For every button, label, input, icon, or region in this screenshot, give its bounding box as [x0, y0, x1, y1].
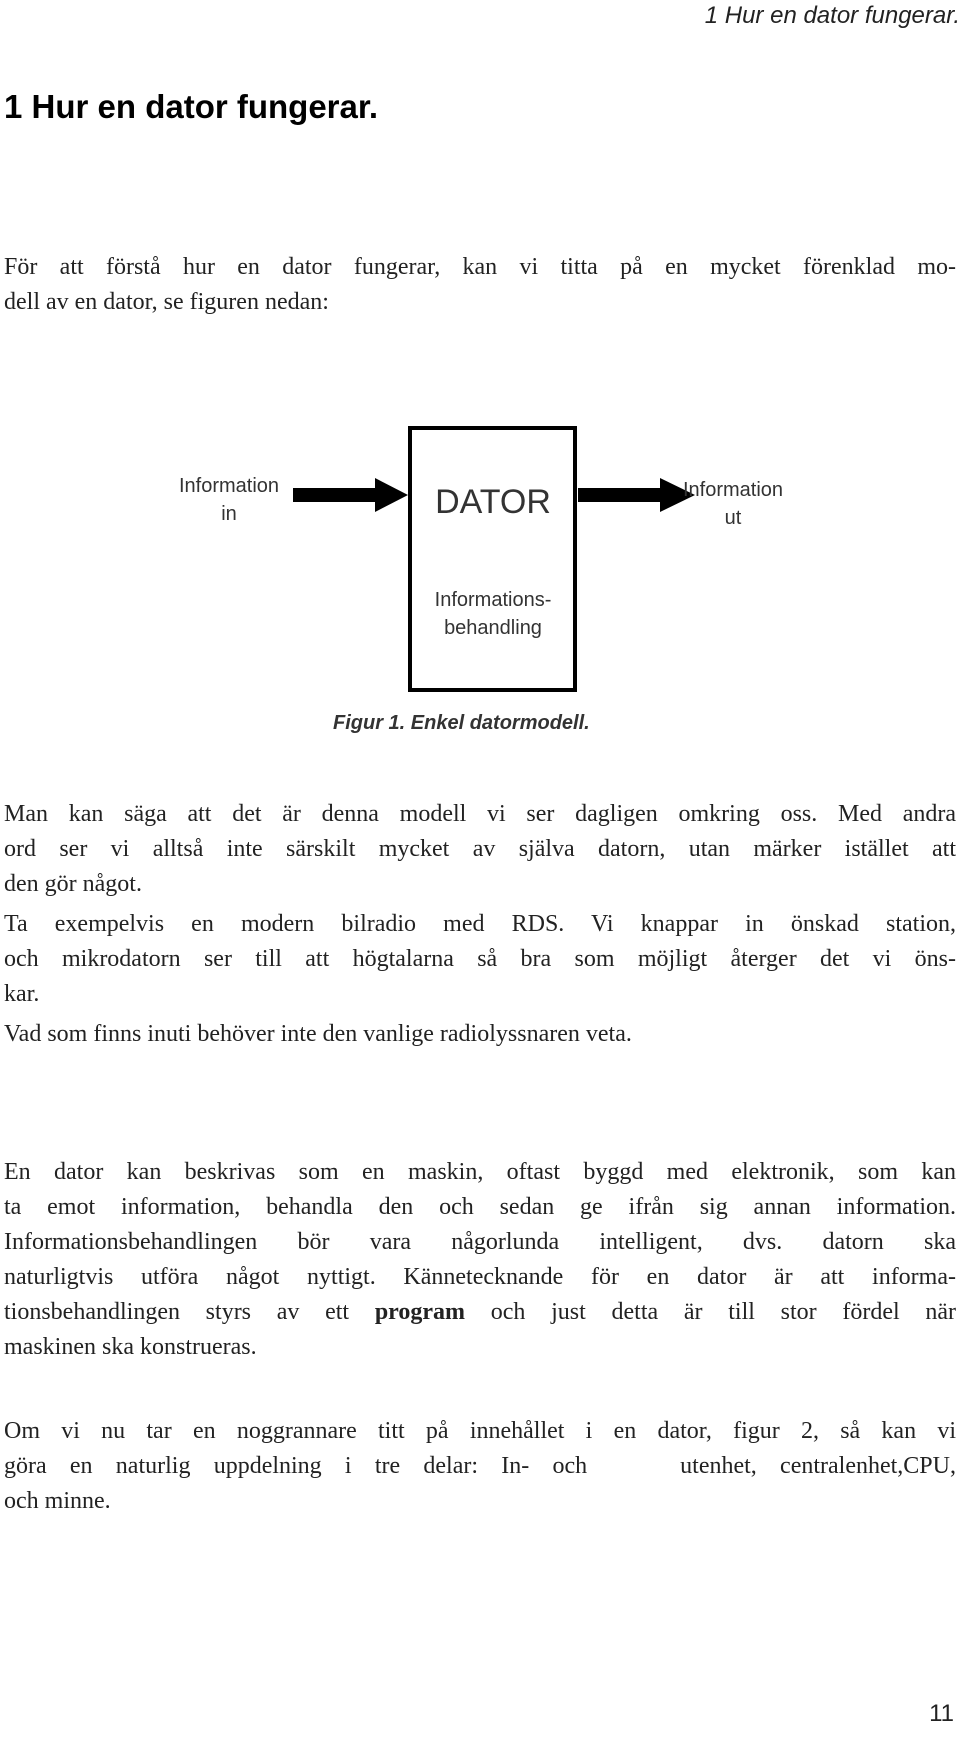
text-line — [4, 1295, 956, 1330]
text-line: göra en naturlig uppdelning i tre delar: In- och utenhet, centralenhet,CPU, — [4, 1453, 956, 1479]
output-label-line: Information — [682, 479, 784, 501]
inside-paragraph — [4, 1017, 956, 1052]
program-keyword: program — [374, 1299, 466, 1325]
computer-model-diagram — [150, 420, 800, 720]
text-line: Ta exempelvis en modern bilradio med RDS. Vi knappar in önskad station, — [4, 911, 956, 937]
chapter-title: 1 Hur en dator fungerar. — [4, 88, 379, 125]
intro-paragraph — [4, 250, 956, 320]
text-line: För att förstå hur en dator fungerar, kan vi titta på en mycket förenklad mo- — [4, 254, 956, 280]
output-label — [668, 476, 798, 532]
input-label-line: Information — [178, 475, 280, 497]
figure-caption: Figur 1. Enkel datormodell. — [333, 712, 590, 734]
text-line: Om vi nu tar en noggrannare titt på innehållet i en dator, figur 2, så kan vi — [4, 1418, 956, 1444]
dator-label: DATOR — [435, 483, 551, 521]
running-header: 1 Hur en dator fungerar. — [704, 2, 960, 29]
input-arrow-icon — [293, 478, 408, 512]
radio-paragraph — [4, 907, 956, 1012]
processing-label — [412, 586, 574, 642]
text-line: naturligtvis utföra något nyttigt. Kännetecknande för en dator är att informa- — [4, 1264, 956, 1290]
text-line: dell av en dator, se figuren nedan: — [4, 289, 329, 315]
parts-paragraph — [4, 1414, 956, 1519]
text-line: maskinen ska konstrueras. — [4, 1334, 257, 1360]
page-number: 11 — [929, 1700, 954, 1727]
text-line: Vad som finns inuti behöver inte den vanlige radiolyssnaren veta. — [4, 1021, 632, 1047]
processing-label-line: behandling — [444, 617, 542, 639]
diagram-graphics — [150, 420, 800, 720]
text-line: Man kan säga att det är denna modell vi ser dagligen omkring oss. Med andra — [4, 801, 956, 827]
text-line: En dator kan beskrivas som en maskin, oftast byggd med elektronik, som kan — [4, 1159, 956, 1185]
input-label-line: in — [221, 503, 237, 525]
text-line: kar. — [4, 981, 40, 1007]
text-run: och just detta är till stor fördel när — [465, 1299, 957, 1325]
text-run: tionsbehandlingen styrs av ett — [4, 1299, 375, 1325]
output-label-line: ut — [724, 507, 742, 529]
text-line: och minne. — [4, 1488, 111, 1514]
definition-paragraph — [4, 1155, 956, 1365]
processing-label-line: Informations- — [434, 589, 552, 611]
text-line: ord ser vi alltså inte särskilt mycket av själva datorn, utan märker istället att — [4, 836, 956, 862]
text-line: Informationsbehandlingen bör vara någorlunda intelligent, dvs. datorn ska — [4, 1229, 956, 1255]
text-line: ta emot information, behandla den och sedan ge ifrån sig annan information. — [4, 1194, 956, 1220]
input-label — [164, 472, 294, 528]
text-line: och mikrodatorn ser till att högtalarna så bra som möjligt återger det vi öns- — [4, 946, 956, 972]
model-paragraph — [4, 797, 956, 902]
dator-box — [410, 428, 575, 690]
text-line: den gör något. — [4, 871, 142, 897]
